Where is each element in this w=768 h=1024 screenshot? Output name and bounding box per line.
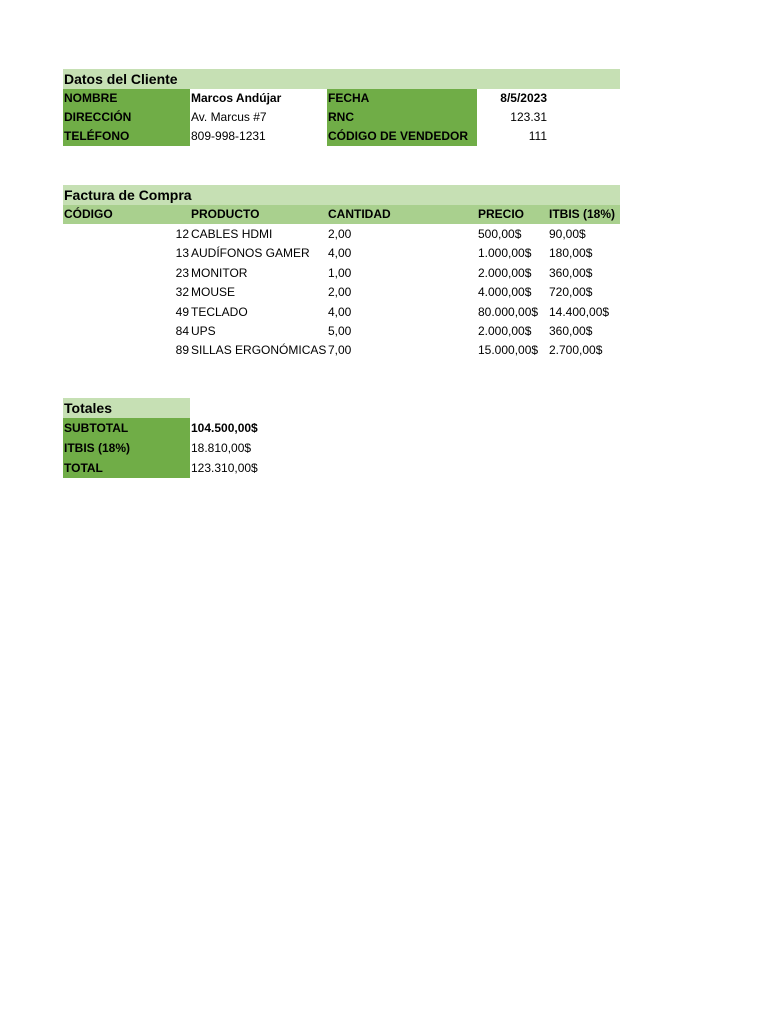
row-codigo[interactable]: 13	[175, 246, 189, 261]
row-itbis[interactable]: 360,00$	[549, 324, 593, 338]
header-producto: PRODUCTO	[190, 205, 327, 224]
row-precio[interactable]: 1.000,00$	[478, 246, 532, 261]
telefono-label: TELÉFONO	[63, 127, 190, 146]
row-itbis[interactable]: 720,00$	[549, 285, 593, 300]
row-cantidad[interactable]: 2,00	[328, 285, 352, 300]
nombre-value[interactable]: Marcos Andújar	[191, 91, 282, 105]
row-codigo[interactable]: 23	[175, 265, 189, 280]
subtotal-value[interactable]: 104.500,00$	[191, 421, 258, 435]
row-itbis[interactable]: 90,00$	[549, 227, 586, 241]
cliente-section-title: Datos del Cliente	[63, 69, 620, 89]
header-precio: PRECIO	[477, 205, 548, 224]
row-precio[interactable]: 500,00$	[478, 227, 522, 241]
itbis-total-value[interactable]: 18.810,00$	[191, 441, 252, 455]
direccion-label: DIRECCIÓN	[63, 108, 190, 127]
telefono-value[interactable]: 809-998-1231	[191, 129, 266, 143]
header-cantidad: CANTIDAD	[327, 205, 477, 224]
row-cantidad[interactable]: 1,00	[328, 265, 352, 280]
header-itbis: ITBIS (18%)	[548, 205, 620, 224]
row-cantidad[interactable]: 5,00	[328, 324, 352, 338]
vendedor-label: CÓDIGO DE VENDEDOR	[327, 127, 477, 146]
row-cantidad[interactable]: 2,00	[328, 227, 352, 241]
fecha-label: FECHA	[327, 89, 477, 108]
row-precio[interactable]: 15.000,00$	[478, 343, 539, 358]
rnc-label: RNC	[327, 108, 477, 127]
row-cantidad[interactable]: 4,00	[328, 304, 352, 319]
row-itbis[interactable]: 2.700,00$	[549, 343, 603, 358]
row-codigo[interactable]: 89	[175, 343, 189, 358]
fecha-value[interactable]: 8/5/2023	[500, 91, 547, 105]
row-precio[interactable]: 2.000,00$	[478, 324, 532, 338]
row-producto[interactable]: MOUSE	[191, 285, 236, 300]
nombre-label: NOMBRE	[63, 89, 190, 108]
row-producto[interactable]: AUDÍFONOS GAMER	[191, 246, 310, 261]
rnc-value[interactable]: 123.31	[510, 110, 547, 124]
row-producto[interactable]: MONITOR	[191, 265, 248, 280]
direccion-value[interactable]: Av. Marcus #7	[191, 110, 267, 124]
subtotal-label: SUBTOTAL	[63, 418, 190, 438]
row-precio[interactable]: 2.000,00$	[478, 265, 532, 280]
row-cantidad[interactable]: 7,00	[328, 343, 352, 358]
row-itbis[interactable]: 360,00$	[549, 265, 593, 280]
row-producto[interactable]: SILLAS ERGONÓMICAS	[191, 343, 327, 358]
total-value[interactable]: 123.310,00$	[191, 461, 258, 475]
row-itbis[interactable]: 14.400,00$	[549, 304, 610, 319]
factura-section-title: Factura de Compra	[63, 185, 620, 205]
vendedor-value[interactable]: 111	[528, 129, 547, 143]
row-producto[interactable]: UPS	[191, 324, 216, 338]
row-producto[interactable]: TECLADO	[191, 304, 248, 319]
row-itbis[interactable]: 180,00$	[549, 246, 593, 261]
row-codigo[interactable]: 32	[175, 285, 189, 300]
row-codigo[interactable]: 12	[175, 227, 189, 241]
row-producto[interactable]: CABLES HDMI	[191, 227, 273, 241]
row-codigo[interactable]: 84	[175, 324, 189, 338]
row-codigo[interactable]: 49	[175, 304, 189, 319]
row-precio[interactable]: 80.000,00$	[478, 304, 539, 319]
row-cantidad[interactable]: 4,00	[328, 246, 352, 261]
header-codigo: CÓDIGO	[63, 205, 190, 224]
row-precio[interactable]: 4.000,00$	[478, 285, 532, 300]
total-label: TOTAL	[63, 458, 190, 478]
itbis-total-label: ITBIS (18%)	[63, 438, 190, 458]
totales-section-title: Totales	[63, 398, 190, 418]
